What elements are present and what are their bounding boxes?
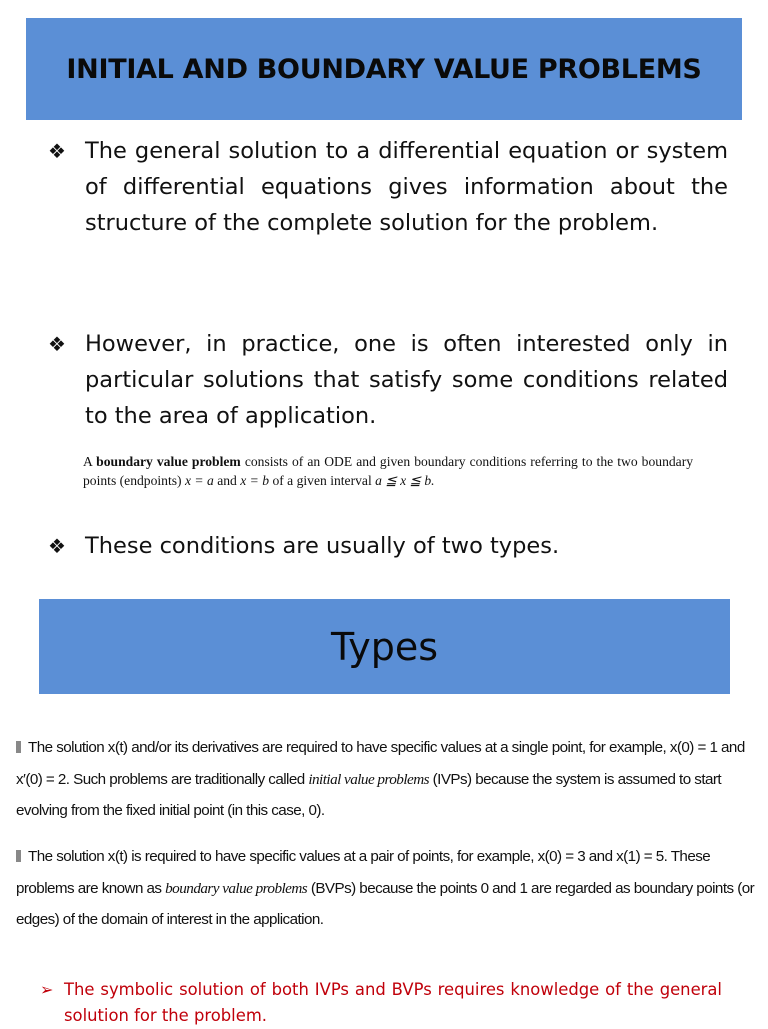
types-heading: Types <box>330 624 439 669</box>
bvp-of-interval: of a given interval <box>272 472 372 488</box>
bullet-two-types <box>48 528 728 564</box>
conclusion-text: The symbolic solution of both IVPs and BVPs requires knowledge of the general solution for the problem. <box>64 980 722 1025</box>
bvp-term: boundary value problem <box>96 454 241 469</box>
type-term: initial value problems <box>308 770 429 788</box>
types-banner <box>39 599 730 694</box>
type-text-before: The solution x(t) is required to have specific values at a pair of points, for example, x(0) = 3 and x(1) = 5. These problems are known as <box>16 848 711 897</box>
bvp-cond-a: x = a <box>184 472 214 488</box>
bullet-text: The general solution to a differential equation or system of differential equations gives information about the structure of the complete solution for the problem. <box>85 138 728 236</box>
type-text-after: (BVPs) because the points 0 and 1 are regarded as boundary points (or edges) of the domain of interest in the application. <box>16 879 755 928</box>
bvp-lead: A <box>83 454 93 469</box>
bullet-general-solution <box>48 133 728 241</box>
diamond-bullet-icon: ❖ <box>48 534 66 558</box>
square-bullet-icon <box>16 850 21 862</box>
arrow-bullet-icon: ➢ <box>40 980 54 999</box>
type-text-before: The solution x(t) and/or its derivatives are required to have specific values at a single point, for example, x(0) = 1 and x′(0) = 2. Such problems are traditionally called <box>16 739 745 788</box>
square-bullet-icon <box>16 741 21 753</box>
diamond-bullet-icon: ❖ <box>48 332 66 356</box>
bvp-interval: a ≦ x ≦ b. <box>375 472 435 488</box>
bvp-definition <box>83 453 693 490</box>
bullet-particular-solutions <box>48 326 728 434</box>
bvp-rest: consists of an ODE and given boundary conditions referring to the two boundary points (endpoints) <box>83 454 694 488</box>
type-text-after: (IVPs) because the system is assumed to start evolving from the fixed initial point (in this case, 0). <box>16 770 722 819</box>
type-ivp <box>16 732 760 827</box>
bullet-text: However, in practice, one is often interested only in particular solutions that satisfy some conditions related to the area of application. <box>85 331 728 429</box>
bvp-cond-b: x = b <box>240 472 270 488</box>
bvp-and: and <box>217 472 237 488</box>
title-banner <box>26 18 742 120</box>
page-title: INITIAL AND BOUNDARY VALUE PROBLEMS <box>66 53 702 85</box>
diamond-bullet-icon: ❖ <box>48 139 66 163</box>
bullet-text: These conditions are usually of two types. <box>85 533 560 559</box>
type-bvp <box>16 841 760 936</box>
conclusion-note <box>40 977 722 1029</box>
type-term: boundary value problems <box>165 879 308 897</box>
